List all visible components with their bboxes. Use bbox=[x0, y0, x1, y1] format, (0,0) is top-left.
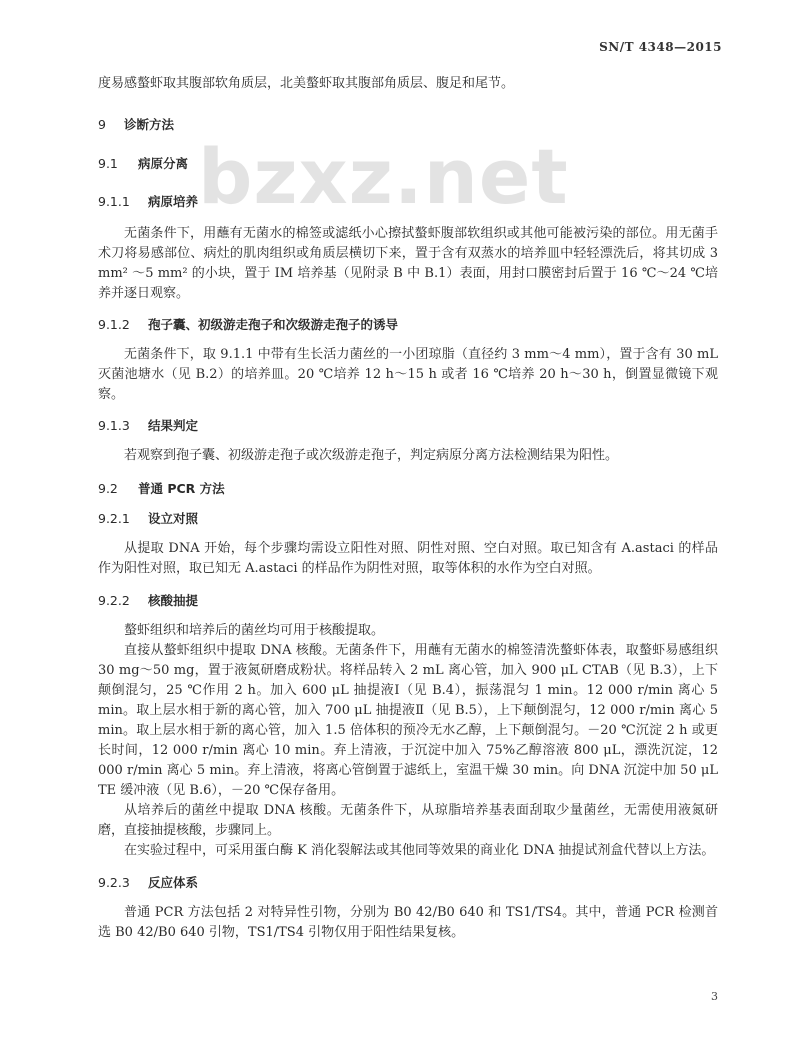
section-number: 9.2.2 bbox=[98, 593, 130, 608]
paragraph: 若观察到孢子囊、初级游走孢子或次级游走孢子，判定病原分离方法检测结果为阳性。 bbox=[124, 448, 619, 463]
paragraph: 无菌条件下，用蘸有无菌水的棉签或滤纸小心擦拭螯虾腹部软组织或其他可能被污染的部位。用无菌手术刀将易感部位、病灶的肌肉组织或角质层横切下来，置于含有双蒸水的培养皿中轻轻漂洗后，将其切成 3 mm² ～5 mm² 的小块，置于 IM 培养基（见附录 B 中 B.1）表面，用封口膜密封后置于 16 ℃～24 ℃培养并逐日观察。 bbox=[98, 226, 718, 301]
standard-code: SN/T 4348—2015 bbox=[599, 40, 722, 54]
paragraph: 无菌条件下，取 9.1.1 中带有生长活力菌丝的一小团琼脂（直径约 3 mm～4 mm），置于含有 30 mL 灭菌池塘水（见 B.2）的培养皿。20 ℃培养 12 h～15 h 或者 16 ℃培养 20 h～30 h，倒置显微镜下观察。 bbox=[98, 347, 718, 402]
document-body bbox=[98, 74, 718, 943]
page-number: 3 bbox=[711, 990, 718, 1003]
paragraph: 普通 PCR 方法包括 2 对特异性引物，分别为 B0 42/B0 640 和 TS1/TS4。其中，普通 PCR 检测首选 B0 42/B0 640 引物，TS1/TS4 引物仅用于阳性结果复核。 bbox=[98, 905, 718, 940]
section-title: 结果判定 bbox=[148, 418, 199, 433]
paragraph: 直接从螯虾组织中提取 DNA 核酸。无菌条件下，用蘸有无菌水的棉签清洗螯虾体表，取螯虾易感组织 30 mg～50 mg，置于液氮研磨成粉状。将样品转入 2 mL 离心管，加入 900 μL CTAB（见 B.3），上下颠倒混匀，25 ℃作用 2 h。加入 600 μL 抽提液Ⅰ（见 B.4），振荡混匀 1 min。12 000 r/min 离心 5 min。取上层水相于新的离心管，加入 700 μL 抽提液Ⅱ（见 B.5），上下颠倒混匀，12 000 r/min 离心 5 min。取上层水相于新的离心管，加入 1.5 倍体积的预冷无水乙醇，上下颠倒混匀。－20 ℃沉淀 2 h 或更长时间，12 000 r/min 离心 10 min。弃上清液，于沉淀中加入 75%乙醇溶液 800 μL，漂洗沉淀，12 000 r/min 离心 5 min。弃上清液，将离心管倒置于滤纸上，室温干燥 30 min。向 DNA 沉淀中加 50 μL TE 缓冲液（见 B.6），－20 ℃保存备用。 bbox=[98, 643, 718, 798]
paragraph: 在实验过程中，可采用蛋白酶 K 消化裂解法或其他同等效果的商业化 DNA 抽提试剂盒代替以上方法。 bbox=[124, 843, 715, 858]
paragraph: 螯虾组织和培养后的菌丝均可用于核酸提取。 bbox=[124, 623, 385, 638]
subsection-heading bbox=[98, 479, 718, 499]
section-title: 普通 PCR 方法 bbox=[138, 481, 225, 496]
section-number: 9.2.1 bbox=[98, 511, 130, 526]
subsubsection-heading bbox=[98, 873, 718, 893]
section-number: 9.1.3 bbox=[98, 418, 130, 433]
paragraph: 度易感螯虾取其腹部软角质层，北美螯虾取其腹部角质层、腹足和尾节。 bbox=[98, 76, 515, 91]
paragraph: 从提取 DNA 开始，每个步骤均需设立阳性对照、阴性对照、空白对照。取已知含有 A.astaci 的样品作为阳性对照，取已知无 A.astaci 的样品作为阴性对照，取等体积的水作为空白对照。 bbox=[98, 541, 718, 576]
section-title: 诊断方法 bbox=[124, 117, 175, 132]
section-title: 孢子囊、初级游走孢子和次级游走孢子的诱导 bbox=[148, 317, 399, 332]
section-title: 病原分离 bbox=[138, 156, 189, 171]
paragraph: 从培养后的菌丝中提取 DNA 核酸。无菌条件下，从琼脂培养基表面刮取少量菌丝，无需使用液氮研磨，直接抽提核酸，步骤同上。 bbox=[98, 803, 718, 838]
section-title: 设立对照 bbox=[148, 511, 199, 526]
subsection-heading bbox=[98, 154, 718, 174]
section-title: 核酸抽提 bbox=[148, 593, 199, 608]
subsubsection-heading bbox=[98, 315, 718, 335]
section-number: 9.2 bbox=[98, 481, 118, 496]
subsubsection-heading bbox=[98, 416, 718, 436]
section-title: 反应体系 bbox=[148, 875, 199, 890]
section-number: 9 bbox=[98, 117, 106, 132]
section-number: 9.2.3 bbox=[98, 875, 130, 890]
section-number: 9.1 bbox=[98, 156, 118, 171]
subsubsection-heading bbox=[98, 509, 718, 529]
subsubsection-heading bbox=[98, 591, 718, 611]
section-number: 9.1.1 bbox=[98, 194, 130, 209]
watermark: bzxz.net bbox=[198, 132, 569, 221]
section-heading bbox=[98, 115, 718, 135]
section-number: 9.1.2 bbox=[98, 317, 130, 332]
subsubsection-heading bbox=[98, 192, 718, 212]
section-title: 病原培养 bbox=[148, 194, 199, 209]
